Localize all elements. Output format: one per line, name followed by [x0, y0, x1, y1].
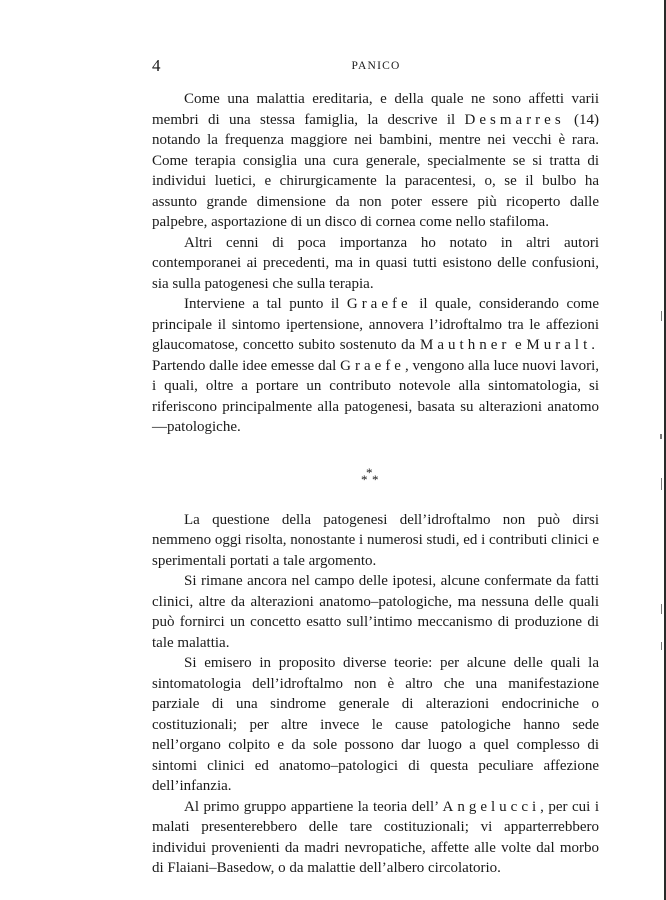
page-number: 4 — [152, 56, 161, 75]
author-name: Graefe — [346, 296, 412, 312]
paragraph: Altri cenni di poca importanza ho notato in altri autori contemporanei ai precedenti, ma in quasi tutti esistono delle confusioni, sia sulla patogenesi che sulla terapia. — [152, 234, 599, 292]
running-title: PANICO — [351, 60, 401, 72]
author-name: Graefe — [340, 357, 405, 374]
paragraph: La questione della patogenesi dell’idroftalmo non può dirsi nemmeno oggi risolta, nonostante i numerosi studi, ed i contributi clinici e sperimentali portati a tale argomento. — [152, 511, 600, 569]
scan-mark — [661, 642, 662, 650]
paragraph: Si emisero in proposito diverse teorie: per alcune delle quali la sintomatologia dell’idroftalmo non è altro che una manifestazione parziale di una sindrome generale di alterazioni endocriniche o costituzionali; per altre invece le cause patologiche hanno sede nell’organo colpito e da sole possono dar luogo a quel complesso di sintomi clinici ed anatomo–patologici di questa peculiare affezione dell’infanzia. — [152, 655, 599, 794]
scan-mark — [661, 604, 662, 614]
paragraph: Si rimane ancora nel campo delle ipotesi, alcune confermate da fatti clinici, altre da alterazioni anatomo–patologiche, ma nessuna delle quali può fornirci un concetto esatto sull’intimo meccanismo di produzione di tale malattia. — [152, 573, 599, 651]
page-header — [152, 56, 600, 76]
paragraph: Come una malattia ereditaria, e della quale ne sono affetti varii membri di una stessa famiglia, la descrive il Desmarres (14) notando la frequenza maggiore nei bambini, mentre nei vecchi è rara. Come terapia consiglia una cura generale, specialmente se si tratta di individui luetici, e chirurgicamente la paracentesi, o, se il bulbo ha assunto grande dimensione da non poter essere più ricoperto dalle palpebre, asportazione di un disco di cornea come nello stafiloma. — [152, 91, 599, 230]
author-name: Angelucci — [442, 798, 541, 815]
author-name: Mauthner — [420, 337, 511, 353]
asterism-star: * — [372, 471, 379, 487]
author-name: Muralt. — [526, 337, 599, 353]
paragraph: Al primo gruppo appartiene la teoria dell’ Angelucci, per cui i malati presenterebbero delle tare costituzionali; vi apparterrebbero individui provenienti da madri nevropatiche, affette alle volte dal morbo di Flaiani–Basedow, o da malattie dell’albero circolatorio. — [152, 798, 599, 876]
body-text — [152, 89, 599, 879]
paragraph: Interviene a tal punto il Graefe il quale, considerando come principale il sintomo ipertensione, annovera l’idroftalmo tra le affezioni glaucomatose, concetto subito sostenuto da Mauthner e Muralt. Partendo dalle idee emesse dal Graefe, vengono alla luce nuovi lavori, i quali, oltre a portare un contributo notevole alla sintomatologia, si riferiscono principalmente alla patogenesi, basata su alterazioni anatomo—patologiche. — [152, 296, 599, 435]
asterism-star: * — [361, 471, 368, 487]
scan-mark — [661, 311, 662, 321]
asterism-star: * — [366, 464, 373, 480]
scan-mark — [661, 478, 662, 490]
section-asterism — [152, 438, 599, 510]
author-name: Desmarres — [464, 111, 565, 128]
scan-mark — [660, 434, 662, 439]
